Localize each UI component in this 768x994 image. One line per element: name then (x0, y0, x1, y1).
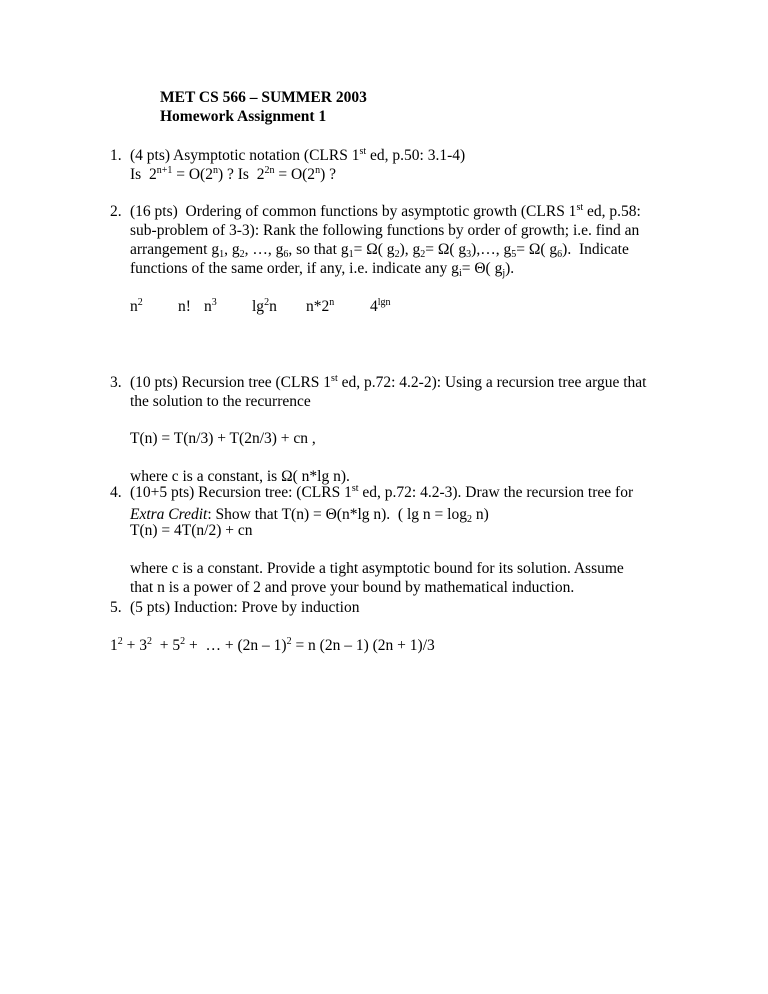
function-lg-squared-n: $\lg^2n$ (252, 297, 277, 315)
question-body (130, 202, 710, 316)
question-body (130, 483, 710, 597)
function-n-squared: $n^2$ (130, 297, 143, 315)
induction-formula: $1^2 + 3^2 + 5^2$ + … + (2n – 1)$^2$ = n (2n – 1) (2n + 1)/3 (110, 636, 435, 654)
function-n-cubed: $n^3$ (204, 297, 217, 315)
question-2-line-2: sub-problem of 3-3): Rank the following functions by order of growth; i.e. find an (130, 222, 640, 239)
extra-credit-label: Extra Credit (130, 506, 208, 523)
function-n-times-2-to-n: n*2$^n$ (306, 297, 335, 315)
question-4-line-2: where c is a constant. Provide a tight asymptotic bound for its solution. Assume (130, 560, 624, 577)
question-number: 1. (110, 147, 122, 164)
question-3-line-2: the solution to the recurrence (130, 393, 311, 410)
question-3-line-1: (10 pts) Recursion tree (CLRS 1st ed, p.72: 4.2-2): Using a recursion tree argue that (130, 373, 647, 391)
question-5-line-1: (5 pts) Induction: Prove by induction (130, 599, 360, 616)
question-number: 4. (110, 484, 122, 501)
question-4-line-3: that n is a power of 2 and prove your bound by mathematical induction. (130, 579, 575, 596)
extra-credit: Extra Credit: Show that T(n) = Θ(n*lg n). ( $\lg n = \log_2 n$) (130, 506, 489, 525)
question-2-line-4: functions of the same order, if any, i.e. indicate any $g_i= \Theta$( $g_j$). (130, 260, 515, 279)
question-2-line-3: arrangement $g_1$, $g_2$, …, $g_6$, so that $g_1= \Omega$( $g_2$), $g_2= \Omega$( $g_3),\dots$, $g_5= \Omega$( $g_6$). Indicate (130, 241, 629, 260)
question-number: 5. (110, 599, 122, 616)
recurrence-equation: T(n) = 4T(n/2) + cn (130, 522, 253, 539)
course-title: MET CS 566 – SUMMER 2003 (160, 89, 367, 106)
recurrence-equation: T(n) = T(n/3) + T(2n/3) + cn , (130, 430, 316, 447)
question-1-line-1: (4 pts) Asymptotic notation (CLRS 1st ed, p.50: 3.1-4) (130, 146, 466, 164)
question-body (130, 146, 710, 184)
question-2-line-1: (16 pts) Ordering of common functions by asymptotic growth (CLRS 1st ed, p.58: (130, 202, 641, 220)
function-list (130, 297, 710, 316)
assignment-title: Homework Assignment 1 (160, 108, 327, 125)
question-3-condition: where c is a constant, is Ω( n*lg n). (130, 468, 350, 485)
question-1-line-2: Is $2^{n+1} = O(2^n)$ ? Is $2^{2n} = O(2^n)$ ? (130, 165, 336, 183)
question-number: 2. (110, 203, 122, 220)
function-n-factorial: n! (178, 298, 191, 315)
document-header (160, 88, 367, 126)
question-body (130, 598, 710, 617)
function-4-to-lgn: $4^{lgn}$ (370, 297, 391, 315)
question-4-line-1: (10+5 pts) Recursion tree: (CLRS 1st ed, p.72: 4.2-3). Draw the recursion tree for (130, 483, 634, 501)
question-number: 3. (110, 374, 122, 391)
